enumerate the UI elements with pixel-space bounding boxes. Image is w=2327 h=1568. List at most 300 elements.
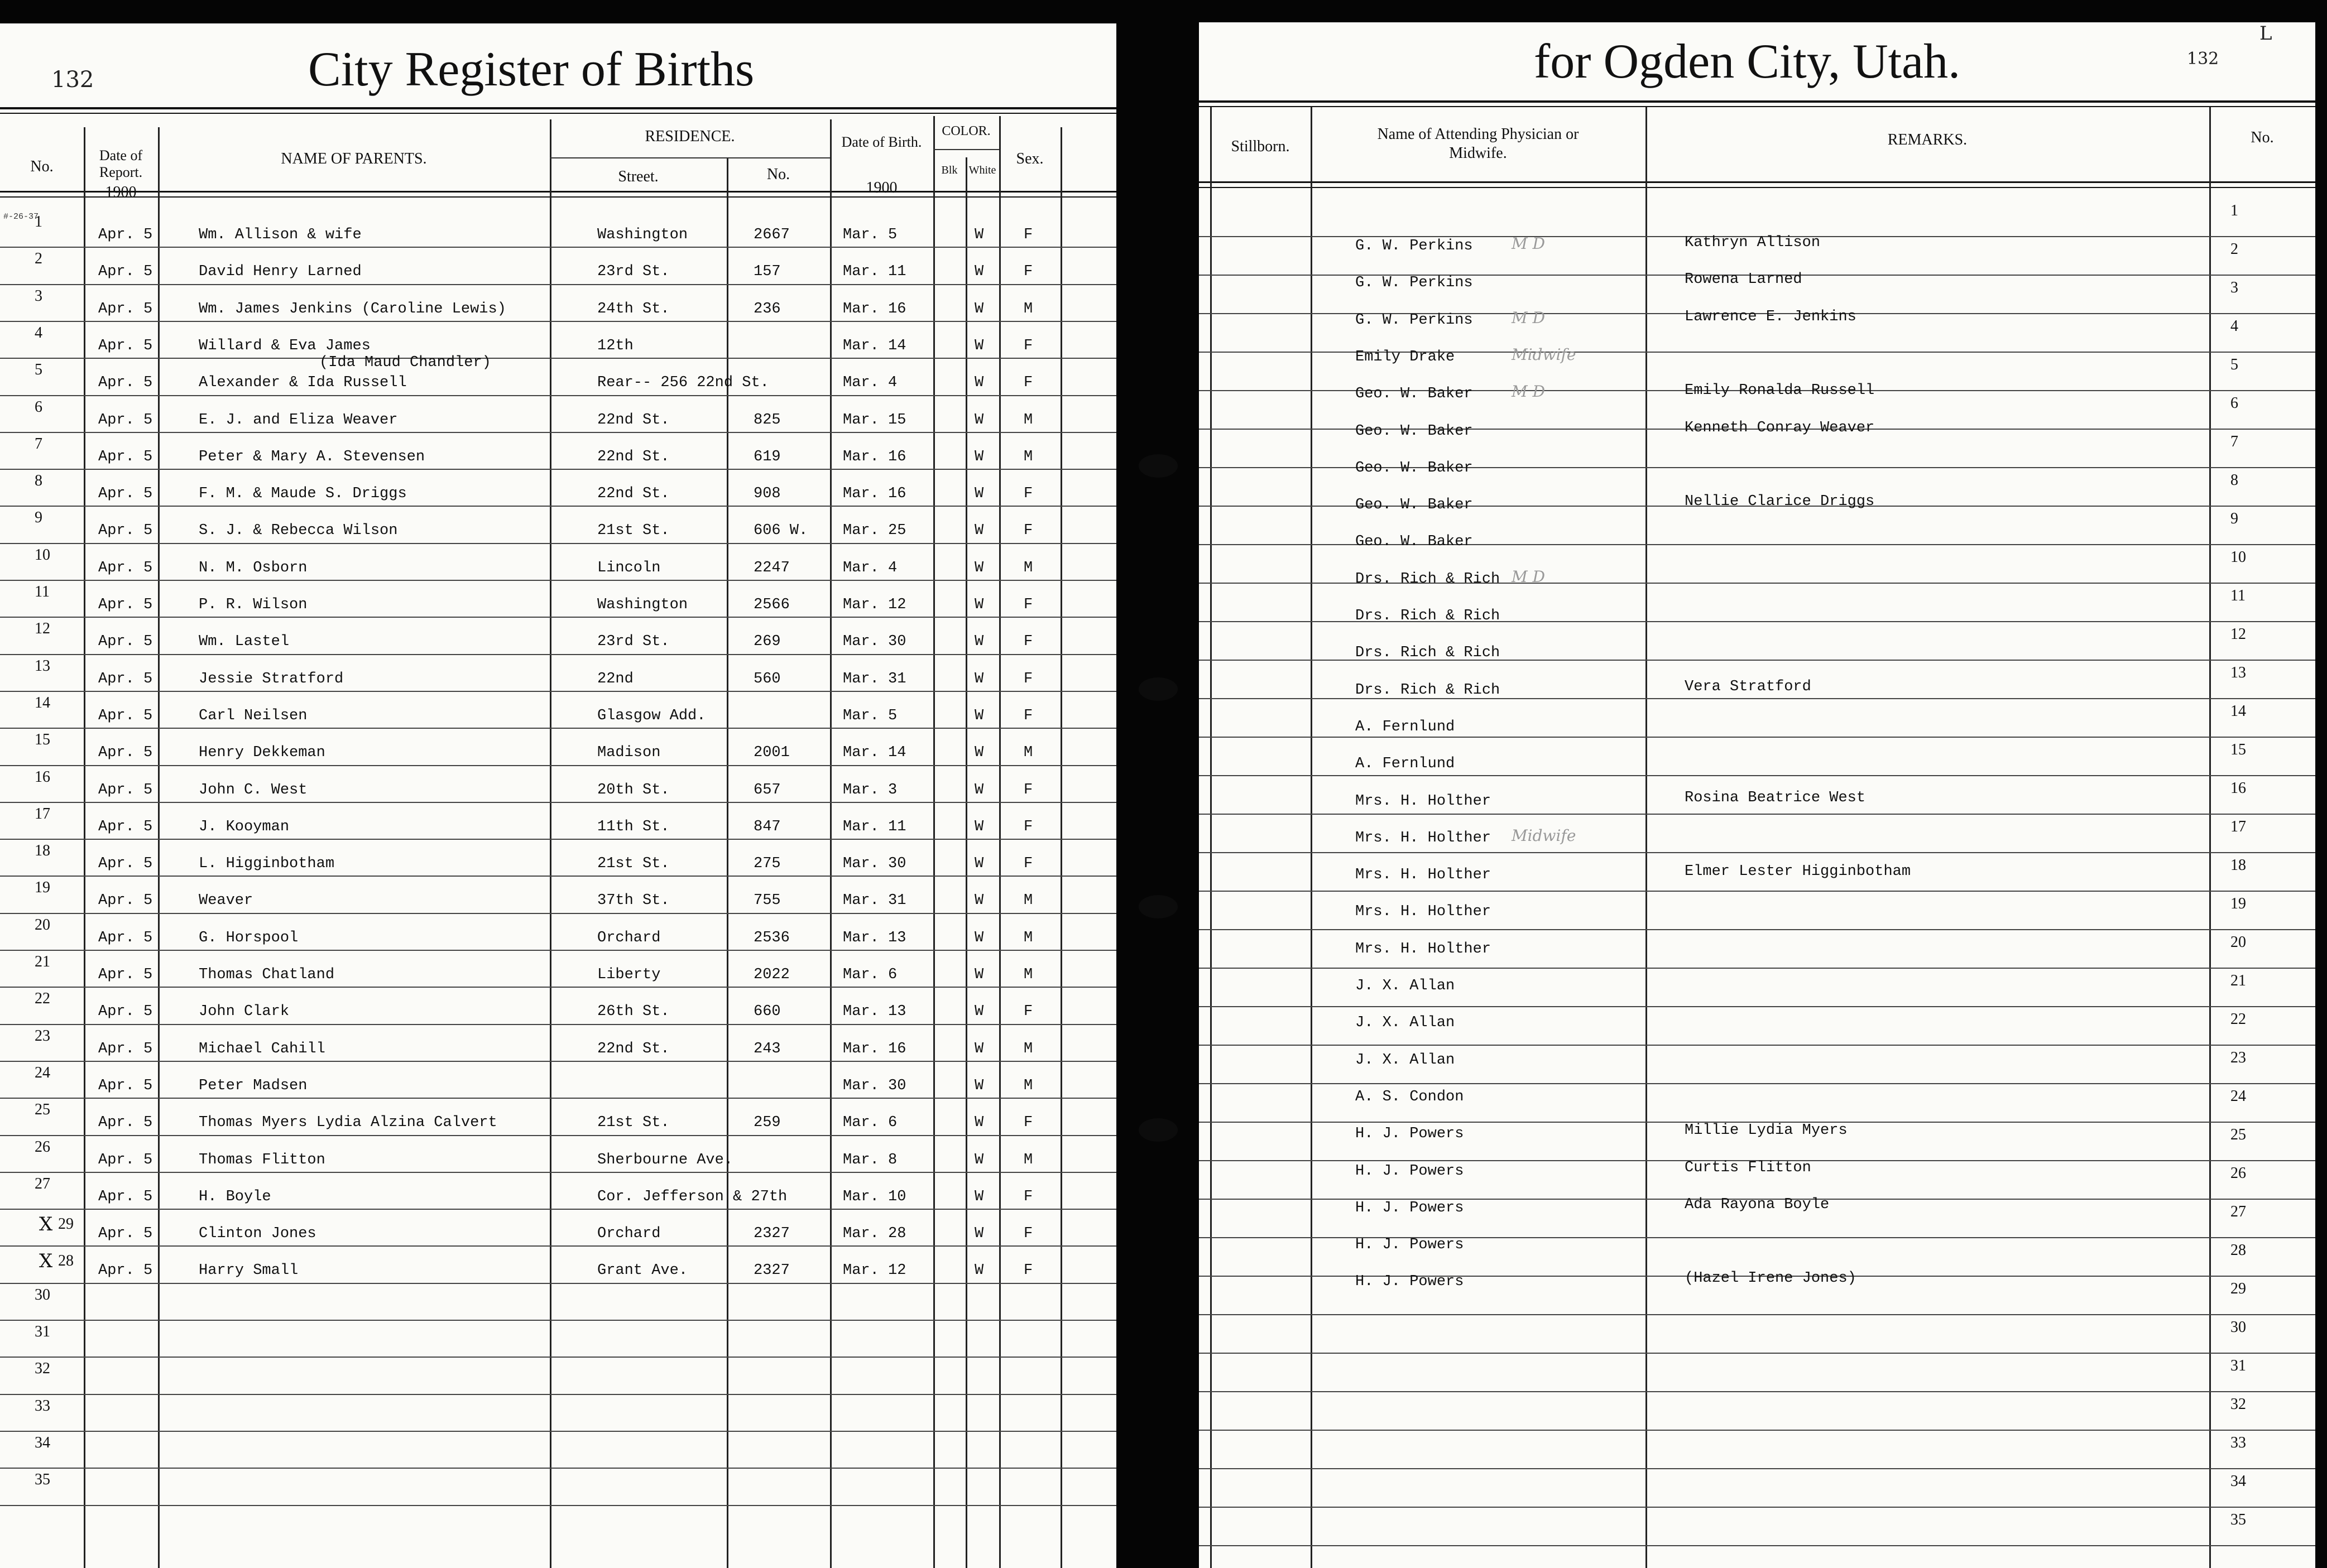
date-of-report: Apr. 5 bbox=[98, 929, 153, 946]
row-number: 1 bbox=[2230, 202, 2238, 219]
row-number: 17 bbox=[2230, 818, 2246, 835]
parents-name: S. J. & Rebecca Wilson bbox=[199, 522, 398, 540]
corner-mark: L bbox=[2259, 22, 2272, 45]
residence-street: Madison bbox=[597, 744, 661, 762]
color-white: W bbox=[975, 707, 984, 724]
row-number: 9 bbox=[35, 509, 42, 527]
residence-street: Orchard bbox=[597, 1225, 661, 1243]
row-number: 33 bbox=[35, 1397, 50, 1415]
residence-street: Glasgow Add. bbox=[597, 707, 706, 724]
date-of-report: Apr. 5 bbox=[98, 263, 153, 281]
row-number: 35 bbox=[2230, 1511, 2246, 1528]
attending-physician: Drs. Rich & Rich bbox=[1355, 644, 1500, 662]
row-number: 6 bbox=[35, 398, 42, 416]
residence-street: 12th bbox=[597, 337, 634, 354]
remark: Lawrence E. Jenkins bbox=[1685, 308, 1856, 325]
date-of-report: Apr. 5 bbox=[98, 411, 153, 429]
punch-hole bbox=[1139, 454, 1178, 478]
date-of-birth: Mar. 12 bbox=[843, 1262, 906, 1280]
sex: M bbox=[1024, 1040, 1033, 1057]
date-of-report: Apr. 5 bbox=[98, 855, 153, 873]
row-number: 3 bbox=[2230, 279, 2238, 296]
row-number: 29 bbox=[58, 1215, 74, 1233]
row-number: 19 bbox=[2230, 895, 2246, 912]
row-number: 2 bbox=[35, 250, 42, 268]
struck-row-number: X bbox=[39, 1250, 53, 1273]
parents-name: J. Kooyman bbox=[199, 818, 290, 835]
date-of-birth: Mar. 15 bbox=[843, 411, 906, 429]
sex: F bbox=[1024, 597, 1033, 613]
residence-no: 657 bbox=[754, 781, 781, 799]
row-number: 28 bbox=[2230, 1242, 2246, 1259]
attending-physician: J. X. Allan bbox=[1355, 978, 1455, 994]
date-of-birth: Mar. 30 bbox=[843, 855, 906, 873]
residence-street: 22nd St. bbox=[597, 411, 670, 429]
attending-physician: Mrs. H. Holther bbox=[1355, 829, 1491, 846]
row-ruling bbox=[0, 469, 1116, 470]
residence-no: 2022 bbox=[754, 966, 790, 983]
row-number: 18 bbox=[2230, 857, 2246, 874]
date-of-birth: Mar. 16 bbox=[843, 485, 906, 503]
color-white: W bbox=[975, 929, 984, 946]
residence-street: Cor. Jefferson & 27th bbox=[597, 1188, 788, 1205]
row-number: 10 bbox=[2230, 549, 2246, 566]
sex: F bbox=[1024, 227, 1033, 243]
parents-name: Peter & Mary A. Stevensen bbox=[199, 448, 425, 465]
residence-no: 2327 bbox=[754, 1262, 790, 1280]
sex: F bbox=[1024, 781, 1033, 799]
attending-physician: H. J. Powers bbox=[1355, 1273, 1464, 1291]
row-number: 4 bbox=[2230, 318, 2238, 335]
row-number: 35 bbox=[35, 1471, 50, 1489]
residence-no: 847 bbox=[754, 818, 781, 835]
residence-no: 269 bbox=[754, 633, 781, 651]
residence-street: 23rd St. bbox=[597, 633, 670, 651]
row-ruling bbox=[1199, 1314, 2315, 1315]
date-of-report: Apr. 5 bbox=[98, 337, 153, 354]
color-white: W bbox=[975, 1151, 984, 1168]
parents-name: Thomas Chatland bbox=[199, 966, 335, 983]
row-number: 29 bbox=[2230, 1280, 2246, 1297]
header-white: White bbox=[968, 164, 996, 176]
row-ruling bbox=[0, 1098, 1116, 1099]
parents-name: Carl Neilsen bbox=[199, 707, 308, 724]
date-of-birth: Mar. 13 bbox=[843, 1003, 906, 1021]
residence-no: 157 bbox=[754, 263, 781, 281]
sex: M bbox=[1024, 744, 1033, 762]
attending-physician: G. W. Perkins bbox=[1355, 275, 1473, 292]
color-white: W bbox=[975, 337, 984, 354]
row-ruling bbox=[0, 1061, 1116, 1062]
residence-no: 2667 bbox=[754, 227, 790, 243]
color-white: W bbox=[975, 855, 984, 873]
row-ruling bbox=[0, 395, 1116, 396]
color-white: W bbox=[975, 670, 984, 687]
sex: F bbox=[1024, 818, 1033, 835]
row-number: 6 bbox=[2230, 395, 2238, 412]
header-no: No. bbox=[2251, 129, 2274, 146]
row-number: 22 bbox=[2230, 1011, 2246, 1028]
color-white: W bbox=[975, 1225, 984, 1243]
date-of-report: Apr. 5 bbox=[98, 1262, 153, 1280]
color-white: W bbox=[975, 781, 984, 799]
page-number-mark: 132 bbox=[51, 67, 94, 93]
sex: F bbox=[1024, 1003, 1033, 1021]
parents-name: Henry Dekkeman bbox=[199, 744, 325, 762]
date-of-birth: Mar. 3 bbox=[843, 781, 898, 799]
punch-hole bbox=[1139, 895, 1178, 918]
attending-physician: Mrs. H. Holther bbox=[1355, 903, 1491, 921]
parents-name: David Henry Larned bbox=[199, 263, 362, 281]
parents-name: John Clark bbox=[199, 1003, 290, 1021]
residence-no: 243 bbox=[754, 1040, 781, 1057]
date-of-birth: Mar. 5 bbox=[843, 707, 898, 724]
date-of-report: Apr. 5 bbox=[98, 300, 153, 318]
row-ruling bbox=[0, 802, 1116, 803]
sex: F bbox=[1024, 633, 1033, 651]
date-of-birth: Mar. 6 bbox=[843, 966, 898, 983]
sex: F bbox=[1024, 1262, 1033, 1280]
date-of-birth: Mar. 4 bbox=[843, 559, 898, 576]
date-of-birth: Mar. 16 bbox=[843, 1040, 906, 1057]
page-title-continued: for Ogden City, Utah. bbox=[1534, 35, 1961, 89]
sex: F bbox=[1024, 522, 1033, 540]
row-number: 8 bbox=[2230, 472, 2238, 489]
row-ruling bbox=[0, 358, 1116, 359]
handwritten-annotation: M D bbox=[1512, 234, 1546, 253]
date-of-report: Apr. 5 bbox=[98, 818, 153, 835]
row-ruling bbox=[1199, 891, 2315, 892]
row-ruling bbox=[0, 321, 1116, 322]
color-white: W bbox=[975, 263, 984, 281]
attending-physician: A. S. Condon bbox=[1355, 1088, 1464, 1105]
row-ruling bbox=[1199, 968, 2315, 969]
residence-no: 606 W. bbox=[754, 522, 808, 540]
color-white: W bbox=[975, 300, 984, 318]
residence-no: 660 bbox=[754, 1003, 781, 1021]
date-of-birth: Mar. 28 bbox=[843, 1225, 906, 1243]
date-of-report: Apr. 5 bbox=[98, 670, 153, 687]
row-number: 16 bbox=[35, 768, 50, 786]
row-ruling bbox=[0, 913, 1116, 914]
handwritten-annotation: M D bbox=[1512, 308, 1546, 327]
row-number: 9 bbox=[2230, 510, 2238, 527]
date-of-report: Apr. 5 bbox=[98, 1040, 153, 1057]
handwritten-annotation: Midwife bbox=[1512, 826, 1576, 845]
row-ruling bbox=[0, 1172, 1116, 1173]
date-of-report: Apr. 5 bbox=[98, 1151, 153, 1168]
color-white: W bbox=[975, 1003, 984, 1021]
residence-no: 236 bbox=[754, 300, 781, 318]
row-number: 19 bbox=[35, 879, 50, 897]
parents-name: P. R. Wilson bbox=[199, 597, 308, 613]
attending-physician: Mrs. H. Holther bbox=[1355, 940, 1491, 958]
attending-physician: J. X. Allan bbox=[1355, 1051, 1455, 1069]
header-rule bbox=[0, 191, 1116, 193]
date-of-birth: Mar. 8 bbox=[843, 1151, 898, 1168]
residence-street: Rear-- 256 22nd St. bbox=[597, 374, 769, 392]
row-ruling bbox=[0, 691, 1116, 692]
residence-street: 21st St. bbox=[597, 522, 670, 540]
sex: F bbox=[1024, 485, 1033, 503]
attending-physician: Geo. W. Baker bbox=[1355, 422, 1473, 440]
header-remarks: REMARKS. bbox=[1887, 131, 1968, 148]
residence-street: 22nd St. bbox=[597, 485, 670, 503]
row-ruling bbox=[0, 432, 1116, 433]
residence-no: 2247 bbox=[754, 559, 790, 576]
row-number: 32 bbox=[2230, 1396, 2246, 1413]
sex: F bbox=[1024, 374, 1033, 392]
row-ruling bbox=[0, 1135, 1116, 1136]
handwritten-annotation: M D bbox=[1512, 567, 1546, 586]
row-number: 15 bbox=[2230, 741, 2246, 758]
attending-physician: H. J. Powers bbox=[1355, 1126, 1464, 1143]
date-of-birth: Mar. 5 bbox=[843, 227, 898, 243]
row-number: 21 bbox=[2230, 972, 2246, 989]
date-of-birth: Mar. 11 bbox=[843, 263, 906, 281]
date-of-report: Apr. 5 bbox=[98, 966, 153, 983]
parents-name: Wm. James Jenkins (Caroline Lewis) bbox=[199, 300, 506, 318]
residence-street: 21st St. bbox=[597, 855, 670, 873]
row-ruling bbox=[0, 1209, 1116, 1210]
header-name-of-parents: NAME OF PARENTS. bbox=[281, 150, 427, 167]
date-of-report: Apr. 5 bbox=[98, 707, 153, 724]
date-of-report: Apr. 5 bbox=[98, 522, 153, 540]
color-white: W bbox=[975, 1188, 984, 1205]
parents-name: Wm. Allison & wife bbox=[199, 227, 362, 243]
row-ruling bbox=[0, 580, 1116, 581]
parents-name: L. Higginbotham bbox=[199, 855, 335, 873]
sex: F bbox=[1024, 1188, 1033, 1205]
row-number: 24 bbox=[35, 1064, 50, 1081]
title-rule bbox=[0, 107, 1116, 109]
remark: Rowena Larned bbox=[1685, 271, 1802, 288]
row-number: 20 bbox=[2230, 934, 2246, 951]
residence-no: 619 bbox=[754, 448, 781, 465]
color-white: W bbox=[975, 1114, 984, 1132]
attending-physician: Drs. Rich & Rich bbox=[1355, 608, 1500, 624]
row-number: 12 bbox=[2230, 626, 2246, 643]
row-number: 28 bbox=[58, 1252, 74, 1270]
date-of-birth: Mar. 12 bbox=[843, 597, 906, 613]
date-of-birth: Mar. 16 bbox=[843, 300, 906, 318]
row-ruling bbox=[0, 1320, 1116, 1321]
residence-no: 755 bbox=[754, 892, 781, 910]
row-ruling bbox=[0, 839, 1116, 840]
row-ruling bbox=[1199, 1545, 2315, 1546]
sex: M bbox=[1024, 300, 1033, 318]
date-of-report: Apr. 5 bbox=[98, 374, 153, 392]
date-of-birth: Mar. 6 bbox=[843, 1114, 898, 1132]
sex: M bbox=[1024, 966, 1033, 983]
color-white: W bbox=[975, 227, 984, 243]
attending-physician: G. W. Perkins bbox=[1355, 238, 1473, 254]
row-ruling bbox=[0, 950, 1116, 951]
attending-physician: Emily Drake bbox=[1355, 348, 1455, 365]
header-report-year: 1900 bbox=[105, 184, 137, 201]
date-of-report: Apr. 5 bbox=[98, 1114, 153, 1132]
date-of-birth: Mar. 30 bbox=[843, 1077, 906, 1094]
residence-street: Orchard bbox=[597, 929, 661, 946]
row-number: 12 bbox=[35, 620, 50, 638]
header-residence: RESIDENCE. bbox=[645, 128, 735, 145]
color-white: W bbox=[975, 522, 984, 540]
row-ruling bbox=[1199, 1045, 2315, 1046]
date-of-birth: Mar. 11 bbox=[843, 818, 906, 835]
row-ruling bbox=[0, 1024, 1116, 1025]
residence-no: 825 bbox=[754, 411, 781, 429]
row-number: 27 bbox=[35, 1175, 50, 1192]
row-number: 16 bbox=[2230, 780, 2246, 797]
row-number: 30 bbox=[2230, 1319, 2246, 1336]
date-of-birth: Mar. 31 bbox=[843, 670, 906, 687]
row-ruling bbox=[0, 1357, 1116, 1358]
row-ruling bbox=[0, 1505, 1116, 1506]
row-ruling bbox=[0, 247, 1116, 248]
row-number: 5 bbox=[35, 361, 42, 379]
header-color: COLOR. bbox=[942, 124, 991, 138]
row-number: 33 bbox=[2230, 1434, 2246, 1451]
residence-no: 2001 bbox=[754, 744, 790, 762]
header-blk: Blk bbox=[941, 164, 958, 176]
row-number: 7 bbox=[2230, 433, 2238, 450]
attending-physician: A. Fernlund bbox=[1355, 718, 1455, 735]
color-white: W bbox=[975, 374, 984, 392]
sex: F bbox=[1024, 707, 1033, 724]
row-ruling bbox=[1199, 1507, 2315, 1508]
residence-street: 22nd St. bbox=[597, 448, 670, 465]
row-number: 11 bbox=[2230, 587, 2246, 604]
header-sex: Sex. bbox=[1016, 150, 1044, 167]
color-white: W bbox=[975, 892, 984, 910]
sex: M bbox=[1024, 411, 1033, 429]
row-ruling bbox=[1199, 929, 2315, 930]
residence-street: 37th St. bbox=[597, 892, 670, 910]
parents-name: Michael Cahill bbox=[199, 1040, 325, 1057]
color-white: W bbox=[975, 559, 984, 576]
date-of-birth: Mar. 16 bbox=[843, 448, 906, 465]
color-white: W bbox=[975, 1040, 984, 1057]
sex: F bbox=[1024, 337, 1033, 354]
row-number: 22 bbox=[35, 990, 50, 1008]
color-white: W bbox=[975, 411, 984, 429]
row-number: 26 bbox=[2230, 1165, 2246, 1182]
row-ruling bbox=[0, 876, 1116, 877]
row-ruling bbox=[1199, 1468, 2315, 1469]
parents-name: Alexander & Ida Russell bbox=[199, 374, 407, 392]
residence-street: Sherbourne Ave. bbox=[597, 1151, 733, 1168]
row-number: 13 bbox=[2230, 664, 2246, 681]
parents-name: E. J. and Eliza Weaver bbox=[199, 411, 398, 429]
sex: F bbox=[1024, 1114, 1033, 1132]
row-number: 31 bbox=[2230, 1357, 2246, 1374]
residence-street: Liberty bbox=[597, 966, 661, 983]
row-number: 34 bbox=[35, 1434, 50, 1451]
residence-street: 21st St. bbox=[597, 1114, 670, 1132]
residence-street: Lincoln bbox=[597, 559, 661, 576]
parents-name: John C. West bbox=[199, 781, 308, 799]
sex: M bbox=[1024, 892, 1033, 910]
date-of-report: Apr. 5 bbox=[98, 1225, 153, 1243]
page-number-mark: 132 bbox=[2187, 49, 2219, 69]
row-ruling bbox=[1199, 775, 2315, 776]
row-number: 1 bbox=[35, 213, 42, 230]
sex: M bbox=[1024, 448, 1033, 465]
header-birth-year: 1900 bbox=[866, 179, 898, 196]
sex: M bbox=[1024, 1077, 1033, 1094]
parents-name: Clinton Jones bbox=[199, 1225, 316, 1243]
date-of-report: Apr. 5 bbox=[98, 227, 153, 243]
color-white: W bbox=[975, 1262, 984, 1280]
remark: Kathryn Allison bbox=[1685, 234, 1821, 251]
attending-physician: Drs. Rich & Rich bbox=[1355, 681, 1500, 699]
residence-street: 26th St. bbox=[597, 1003, 670, 1021]
attending-physician: Geo. W. Baker bbox=[1355, 386, 1473, 403]
date-of-report: Apr. 5 bbox=[98, 1188, 153, 1205]
residence-no: 259 bbox=[754, 1114, 781, 1132]
row-ruling bbox=[1199, 1083, 2315, 1084]
row-number: 8 bbox=[35, 472, 42, 490]
residence-street: 20th St. bbox=[597, 781, 670, 799]
row-ruling bbox=[0, 987, 1116, 988]
parents-name: Willard & Eva James bbox=[199, 337, 371, 354]
row-number: 27 bbox=[2230, 1203, 2246, 1220]
parents-name: Weaver bbox=[199, 892, 253, 910]
row-number: 15 bbox=[35, 731, 50, 749]
row-number: 30 bbox=[35, 1286, 50, 1304]
row-number: 3 bbox=[35, 287, 42, 305]
row-ruling bbox=[0, 765, 1116, 766]
date-of-birth: Mar. 4 bbox=[843, 374, 898, 392]
row-number: 17 bbox=[35, 805, 50, 823]
row-ruling bbox=[0, 1283, 1116, 1284]
row-number: 20 bbox=[35, 916, 50, 934]
parents-name: N. M. Osborn bbox=[199, 559, 308, 576]
residence-no: 2536 bbox=[754, 929, 790, 946]
row-number: 26 bbox=[35, 1138, 50, 1156]
color-white: W bbox=[975, 966, 984, 983]
sex: F bbox=[1024, 1225, 1033, 1243]
header-date-of-report: Date of Report. bbox=[99, 147, 143, 180]
remark: Curtis Flitton bbox=[1685, 1159, 1811, 1176]
date-of-birth: Mar. 25 bbox=[843, 522, 906, 540]
row-number: 25 bbox=[2230, 1126, 2246, 1143]
parents-name: G. Horspool bbox=[199, 929, 299, 946]
page-title: City Register of Births bbox=[308, 42, 755, 97]
color-white: W bbox=[975, 448, 984, 465]
attending-physician: H. J. Powers bbox=[1355, 1162, 1464, 1180]
row-ruling bbox=[0, 1468, 1116, 1469]
row-number: 32 bbox=[35, 1360, 50, 1378]
row-ruling bbox=[1199, 852, 2315, 853]
date-of-report: Apr. 5 bbox=[98, 744, 153, 762]
color-white: W bbox=[975, 633, 984, 651]
row-ruling bbox=[0, 617, 1116, 618]
row-number: 23 bbox=[35, 1027, 50, 1045]
parents-name: Jessie Stratford bbox=[199, 670, 344, 687]
date-of-birth: Mar. 31 bbox=[843, 892, 906, 910]
residence-street: 11th St. bbox=[597, 818, 670, 835]
row-ruling bbox=[1199, 814, 2315, 815]
handwritten-annotation: M D bbox=[1512, 382, 1546, 401]
parents-name: Thomas Flitton bbox=[199, 1151, 325, 1168]
row-number: 4 bbox=[35, 324, 42, 342]
row-ruling bbox=[1199, 737, 2315, 738]
date-of-report: Apr. 5 bbox=[98, 781, 153, 799]
punch-hole bbox=[1139, 1118, 1178, 1142]
sex: F bbox=[1024, 855, 1033, 873]
parents-name: Wm. Lastel bbox=[199, 633, 290, 651]
